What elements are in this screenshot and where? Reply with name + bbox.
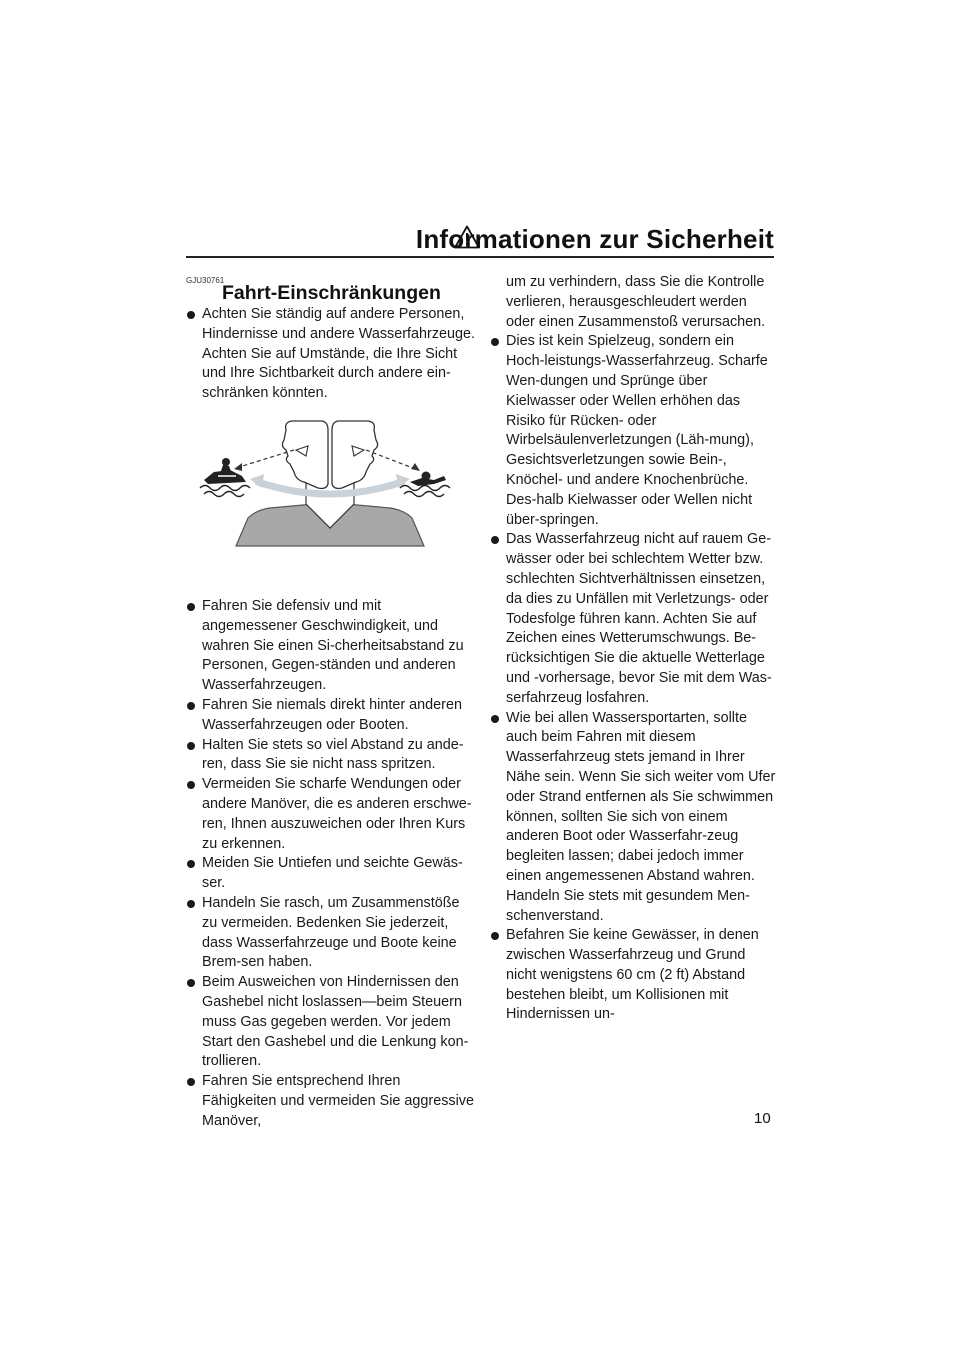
list-item-text: Halten Sie stets so viel Abstand zu ande-ren, dass Sie sie nicht nass spritzen. <box>202 736 464 773</box>
wave-left-shape <box>200 486 250 497</box>
sight-arrow-left <box>234 463 242 471</box>
section-code: GJU30761 <box>186 276 225 285</box>
list-item-text: Das Wasserfahrzeug nicht auf rauem Ge-wässer oder bei schlechtem Wetter bzw. schlechten Sichtverhältnissen einsetzen, da dies zu Unfällen mit Verletzungs- oder Todesfolge führen kann. Achten Sie auf Zeichen eines Wetterumschwungs. Be-rücksichtigen Sie die aktuelle Wetterlage und -vorhersage, bevor Sie mit dem Was-serfahrzeug losfahren. <box>506 531 772 706</box>
bullet-icon <box>187 311 195 319</box>
bullet-icon <box>491 715 499 723</box>
bullet-icon <box>187 702 195 710</box>
list-item-text: Fahren Sie niemals direkt hinter anderen Wasserfahrzeugen oder Booten. <box>202 696 462 733</box>
continuation-text: um zu verhindern, dass Sie die Kontrolle verlieren, herausgeschleudert werden oder einen Zusammenstoß verursachen. <box>506 274 766 330</box>
list-item-text: Befahren Sie keine Gewässer, in denen zwischen Wasserfahrzeug und Grund nicht wenigstens 60 cm (2 ft) Abstand bestehen bleibt, um Kollisionen mit Hindernissen un- <box>506 927 759 1023</box>
list-item <box>490 926 776 1025</box>
bullet-icon <box>491 536 499 544</box>
bullet-icon <box>187 1078 195 1086</box>
left-list-top <box>186 305 476 404</box>
page-title: Informationen zur Sicherheit <box>415 224 774 254</box>
list-item <box>186 305 476 404</box>
sight-line-left <box>236 450 294 468</box>
bullet-icon <box>187 781 195 789</box>
list-item-text: Achten Sie ständig auf andere Personen, Hindernisse und andere Wasserfahrzeuge. Achten Sie auf Umstände, die Ihre Sicht und Ihre Sichtbarkeit durch andere ein-schränken könnten. <box>202 306 476 402</box>
watercraft-shape <box>204 458 246 484</box>
bullet-icon <box>187 900 195 908</box>
list-item-text: Vermeiden Sie scharfe Wendungen oder andere Manöver, die es anderen erschwe-ren, Ihnen auszuweichen oder Ihren Kurs zu erkennen. <box>202 776 472 852</box>
list-item <box>490 332 776 530</box>
list-item <box>186 696 476 736</box>
list-item-text: Meiden Sie Untiefen und seichte Gewäs-ser. <box>202 855 463 892</box>
bullet-icon <box>491 932 499 940</box>
list-item-text: Wie bei allen Wassersportarten, sollte auch beim Fahren mit diesem Wasserfahrzeug stets jemand in Ihrer Nähe sein. Wenn Sie sich weiter vom Ufer oder Strand entfernen als Sie schwimmen können, sollten Sie sich von einem anderen Boot oder Wasserfahr-zeug begleiten lassen; dabei jedoch immer einen angemessenen Abstand wahren. Handeln Sie stets mit gesundem Men-schenverstand. <box>506 709 776 924</box>
list-item-text: Fahren Sie entsprechend Ihren Fähigkeiten und vermeiden Sie aggressive Manöver, <box>202 1073 474 1129</box>
page-number: 10 <box>754 1110 771 1127</box>
section-title: Fahrt-Einschränkungen <box>222 282 441 304</box>
list-item <box>490 530 776 708</box>
bullet-icon <box>491 338 499 346</box>
list-item-text: Dies ist kein Spielzeug, sondern ein Hoch-leistungs-Wasserfahrzeug. Scharfe Wen-dungen und Sprünge über Kielwasser oder Wellen erhöhen das Risiko für Rücken- oder Wirbelsäulenverletzungen (Läh-mung), Gesichtsverletzungen sowie Bein-, Knöchel- und andere Knochenbrüche. Des-halb Kielwasser oder Wellen nicht über-springen. <box>506 333 768 528</box>
lookout-illustration-icon <box>196 416 464 550</box>
list-item <box>186 736 476 776</box>
list-item-text: Beim Ausweichen von Hindernissen den Gashebel nicht loslassen—beim Steuern muss Gas gegeben werden. Vor jedem Start den Gashebel und die Lenkung kon-trollieren. <box>202 974 469 1070</box>
bullet-icon <box>187 860 195 868</box>
left-list-bottom <box>186 597 476 1132</box>
swimmer-shape <box>410 472 446 487</box>
right-column <box>490 273 776 1025</box>
page-header <box>186 222 774 258</box>
list-item <box>186 894 476 973</box>
bullet-icon <box>187 742 195 750</box>
wave-right-shape <box>400 486 450 497</box>
list-item-text: Handeln Sie rasch, um Zusammenstöße zu vermeiden. Bedenken Sie jederzeit, dass Wasserfahrzeuge und Boote keine Brem-sen haben. <box>202 894 460 971</box>
list-item <box>186 775 476 854</box>
list-item <box>186 854 476 894</box>
list-item <box>186 597 476 696</box>
list-item <box>186 1072 476 1131</box>
sight-arrow-right <box>411 463 420 471</box>
bullet-icon <box>187 603 195 611</box>
list-item <box>186 973 476 1072</box>
bullet-icon <box>187 979 195 987</box>
list-item <box>490 709 776 927</box>
list-item-text: Fahren Sie defensiv und mit angemessener Geschwindigkeit, und wahren Sie einen Si-cherheitsabstand zu Personen, Gegen-ständen und anderen Wasserfahrzeugen. <box>202 598 464 694</box>
right-list <box>490 332 776 1025</box>
